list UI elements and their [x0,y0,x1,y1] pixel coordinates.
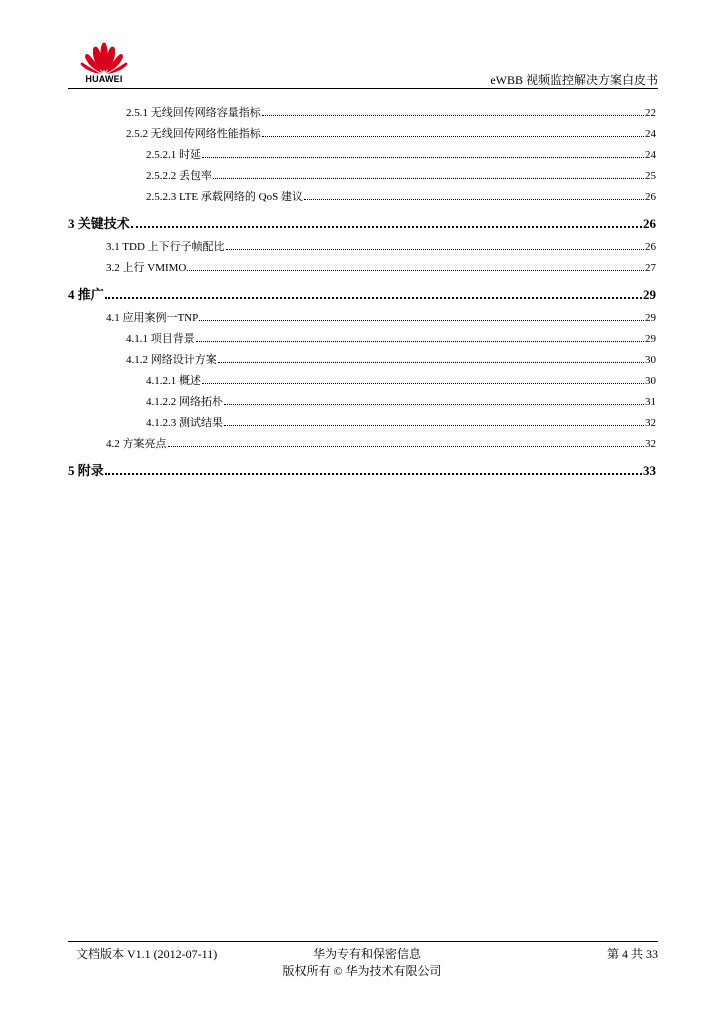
page-number: 第 4 共 33 [606,947,658,961]
toc-dot-leader [202,157,644,158]
toc-dot-leader [187,270,644,271]
toc-dot-leader [131,226,642,228]
toc-entry-page: 30 [645,354,656,366]
toc-entry-page: 24 [645,128,656,140]
toc-dot-leader [168,446,645,447]
toc-entry-label: 4.1.2.2 网络拓朴 [146,396,223,408]
toc-entry[interactable] [68,166,656,187]
toc-entry-label: 2.5.2 无线回传网络性能指标 [126,128,261,140]
toc-entry-label: 3.1 TDD 上下行子帧配比 [106,241,225,253]
toc-entry-page: 30 [645,375,656,387]
toc-entry-page: 32 [645,417,656,429]
toc-entry-label: 4.1 应用案例一TNP [106,312,199,324]
copyright-notice: 版权所有 © 华为技术有限公司 [282,964,442,978]
toc-entry-label: 4.1.1 项目背景 [126,333,195,345]
toc-dot-leader [224,425,644,426]
toc-entry-label: 2.5.2.1 时延 [146,149,201,161]
toc-entry-page: 29 [645,312,656,324]
toc-dot-leader [262,136,644,137]
toc-entry[interactable] [68,392,656,413]
toc-entry[interactable] [68,103,656,124]
document-title: eWBB 视频监控解决方案白皮书 [490,73,658,87]
toc-dot-leader [304,199,644,200]
toc-entry[interactable] [68,329,656,350]
toc-entry[interactable] [68,308,656,329]
toc-entry-page: 26 [643,216,656,231]
toc-dot-leader [213,178,644,179]
toc-entry-label: 4.1.2.1 概述 [146,375,201,387]
toc-entry-page: 27 [645,262,656,274]
toc-entry-label: 2.5.2.2 丢包率 [146,170,212,182]
toc-entry[interactable] [68,237,656,258]
toc-entry[interactable] [68,258,656,279]
confidentiality-notice: 华为专有和保密信息 [312,947,421,961]
toc-entry-label: 4 推广 [68,287,104,302]
toc-entry[interactable] [68,211,656,237]
toc-dot-leader [262,115,644,116]
toc-entry[interactable] [68,434,656,455]
table-of-contents [68,103,656,484]
toc-entry[interactable] [68,282,656,308]
toc-entry-label: 4.1.2.3 测试结果 [146,417,223,429]
toc-entry-label: 2.5.2.3 LTE 承载网络的 QoS 建议 [146,191,303,203]
logo-text: HUAWEI [85,74,123,84]
toc-dot-leader [196,341,644,342]
toc-entry[interactable] [68,187,656,208]
toc-entry-label: 4.2 方案亮点 [106,438,167,450]
toc-entry-label: 2.5.1 无线回传网络容量指标 [126,107,261,119]
toc-entry-page: 26 [645,241,656,253]
huawei-logo [76,40,132,86]
toc-dot-leader [218,362,644,363]
toc-entry-page: 32 [645,438,656,450]
toc-entry[interactable] [68,413,656,434]
toc-dot-leader [202,383,644,384]
toc-dot-leader [105,297,642,299]
toc-entry-label: 3 关键技术 [68,216,130,231]
footer [76,945,658,961]
toc-dot-leader [224,404,644,405]
toc-entry-page: 29 [645,333,656,345]
toc-entry-label: 5 附录 [68,463,104,478]
toc-entry-label: 4.1.2 网络设计方案 [126,354,217,366]
toc-entry-page: 25 [645,170,656,182]
toc-entry-page: 26 [645,191,656,203]
footer-divider [68,941,658,942]
toc-dot-leader [105,473,642,475]
toc-entry[interactable] [68,350,656,371]
toc-entry-page: 24 [645,149,656,161]
huawei-petals-icon [76,40,132,74]
document-version: 文档版本 V1.1 (2012-07-11) [76,947,218,961]
toc-dot-leader [199,320,644,321]
header-divider [68,88,658,89]
toc-entry[interactable] [68,124,656,145]
toc-entry-page: 33 [643,463,656,478]
toc-entry[interactable] [68,458,656,484]
toc-entry-page: 22 [645,107,656,119]
toc-entry-page: 31 [645,396,656,408]
toc-entry[interactable] [68,371,656,392]
toc-entry-page: 29 [643,287,656,302]
toc-entry-label: 3.2 上行 VMIMO [106,262,187,274]
toc-dot-leader [226,249,644,250]
toc-entry[interactable] [68,145,656,166]
